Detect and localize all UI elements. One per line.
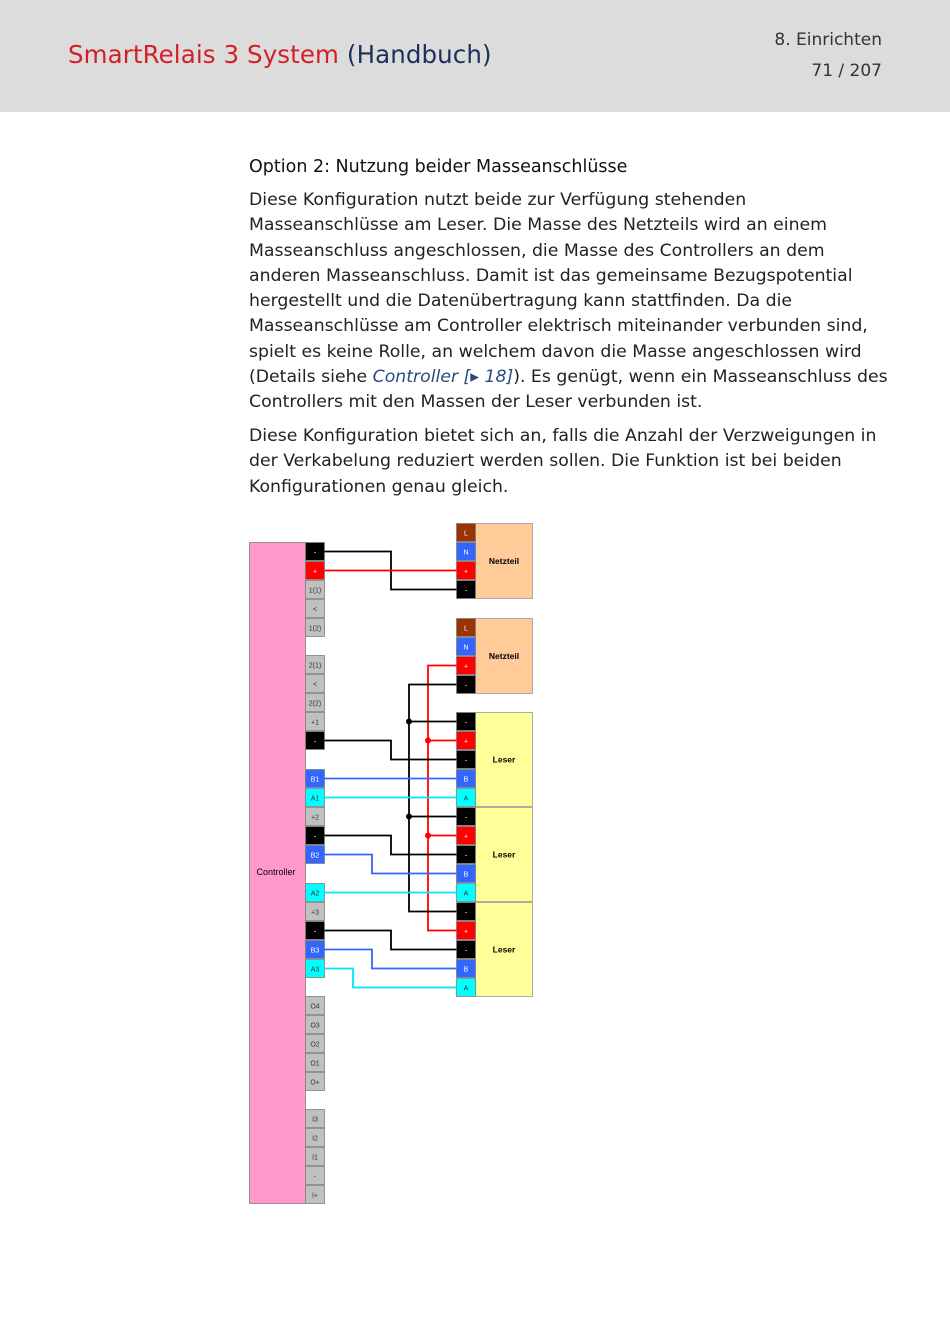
controller-label: Controller: [256, 867, 296, 877]
chapter-label: 8. Einrichten: [774, 30, 882, 50]
controller-pin-label: <: [312, 606, 318, 614]
document-title-sub: (Handbuch): [346, 40, 492, 69]
document-title-main: SmartRelais 3 System: [68, 40, 340, 69]
device-label: Netzteil: [488, 651, 520, 661]
controller-pin-label: I2: [312, 1135, 318, 1143]
wire-junction: [406, 814, 412, 820]
device-label: Leser: [492, 849, 516, 860]
controller-pin-label: -: [313, 1173, 317, 1181]
paragraph-1-text-a: Diese Konfiguration nutzt beide zur Verfügung stehenden Masseanschlüsse am Leser. Die Masse des Netzteils wird an einem Masseanschluss angeschlossen, die Masse des Controllers an dem anderen Masseanschluss. Damit ist das gemeinsame Bezugspotential hergestellt und die Datenübertragung kann stattfinden. Da die Masseanschlüsse am Controller elektrisch miteinander verbunden sind, spielt es keine Rolle, an welchem davon die Masse angeschlossen wird (Details siehe: [249, 190, 868, 388]
controller-pin-label: -: [313, 738, 317, 746]
controller-link[interactable]: Controller [▸ 18]: [372, 367, 514, 388]
controller-pin-label: O3: [310, 1022, 320, 1030]
section-heading: Option 2: Nutzung beider Masseanschlüsse: [249, 157, 628, 177]
paragraph-1-text-b: ). Es genügt, wenn ein Masseanschluss des Controllers mit den Massen der Leser verbunden ist.: [249, 367, 888, 413]
page-number: 71 / 207: [811, 61, 882, 81]
device-pin-label: L: [464, 625, 468, 633]
controller-pin-label: 1(2): [308, 625, 322, 633]
device-pin-label: A: [463, 795, 469, 803]
controller-pin-label: -: [313, 928, 317, 936]
controller-pin-label: A3: [310, 966, 320, 974]
device-pin-label: B: [463, 871, 469, 879]
wire-ground-reader1: [325, 741, 457, 760]
controller-pin-label: 1(1): [308, 587, 322, 595]
wire-b2: [325, 855, 457, 874]
device-pin-label: A: [463, 890, 469, 898]
device-pin-label: -: [464, 719, 468, 727]
paragraph-2: Diese Konfiguration bietet sich an, falls die Anzahl der Verzweigungen in der Verkabelung reduziert werden sollen. Die Funktion ist bei beiden Konfigurationen genau gleich.: [249, 426, 877, 497]
device-pin-label: +: [463, 663, 469, 671]
controller-pin-label: O1: [310, 1060, 320, 1068]
device-pin-label: B: [463, 966, 469, 974]
controller-pin-label: B3: [310, 947, 320, 955]
wire-junction: [425, 833, 431, 839]
device-pin-label: +: [463, 568, 469, 576]
controller-pin-label: O+: [310, 1079, 320, 1087]
device-pin-label: -: [464, 587, 468, 595]
device-label: Leser: [492, 944, 516, 955]
controller-pin-label: I+: [311, 1192, 319, 1200]
controller-pin-label: I3: [312, 1116, 318, 1124]
device-pin-label: -: [464, 947, 468, 955]
device-pin-label: +: [463, 833, 469, 841]
device-label: Netzteil: [488, 556, 520, 566]
device-pin-label: +: [463, 738, 469, 746]
wire-ground-reader2: [325, 836, 457, 855]
wire-ground-reader3: [325, 931, 457, 950]
controller-pin-label: -: [313, 549, 317, 557]
controller-pin-label: I1: [312, 1154, 318, 1162]
device-pin-label: A: [463, 985, 469, 993]
controller-pin-label: B2: [310, 852, 320, 860]
device-pin-label: -: [464, 814, 468, 822]
controller-pin-label: +1: [311, 719, 319, 727]
device-pin-label: -: [464, 757, 468, 765]
controller-pin-label: +3: [311, 909, 319, 917]
device-pin-label: N: [463, 644, 469, 652]
controller-pin-label: O4: [310, 1003, 320, 1011]
device-pin-label: -: [464, 852, 468, 860]
device-label: Leser: [492, 754, 516, 765]
device-pin-label: -: [464, 682, 468, 690]
wire-junction: [406, 719, 412, 725]
controller-pin-label: <: [312, 681, 318, 689]
controller-pin-label: O2: [310, 1041, 320, 1049]
device-pin-label: -: [464, 909, 468, 917]
device-pin-label: +: [463, 928, 469, 936]
device-pin-label: N: [463, 549, 469, 557]
device-pin-label: L: [464, 530, 468, 538]
controller-pin-label: +2: [311, 814, 319, 822]
wire-a3: [325, 969, 457, 988]
controller-pin-label: +: [312, 568, 318, 576]
wire-junction: [425, 738, 431, 744]
device-pin-label: B: [463, 776, 469, 784]
controller-pin-label: -: [313, 833, 317, 841]
wire-b3: [325, 950, 457, 969]
controller-pin-label: A2: [310, 890, 320, 898]
controller-pin-label: B1: [310, 776, 320, 784]
controller-pin-label: A1: [310, 795, 320, 803]
controller-pin-label: 2(1): [308, 662, 322, 670]
controller-pin-label: 2(2): [308, 700, 322, 708]
